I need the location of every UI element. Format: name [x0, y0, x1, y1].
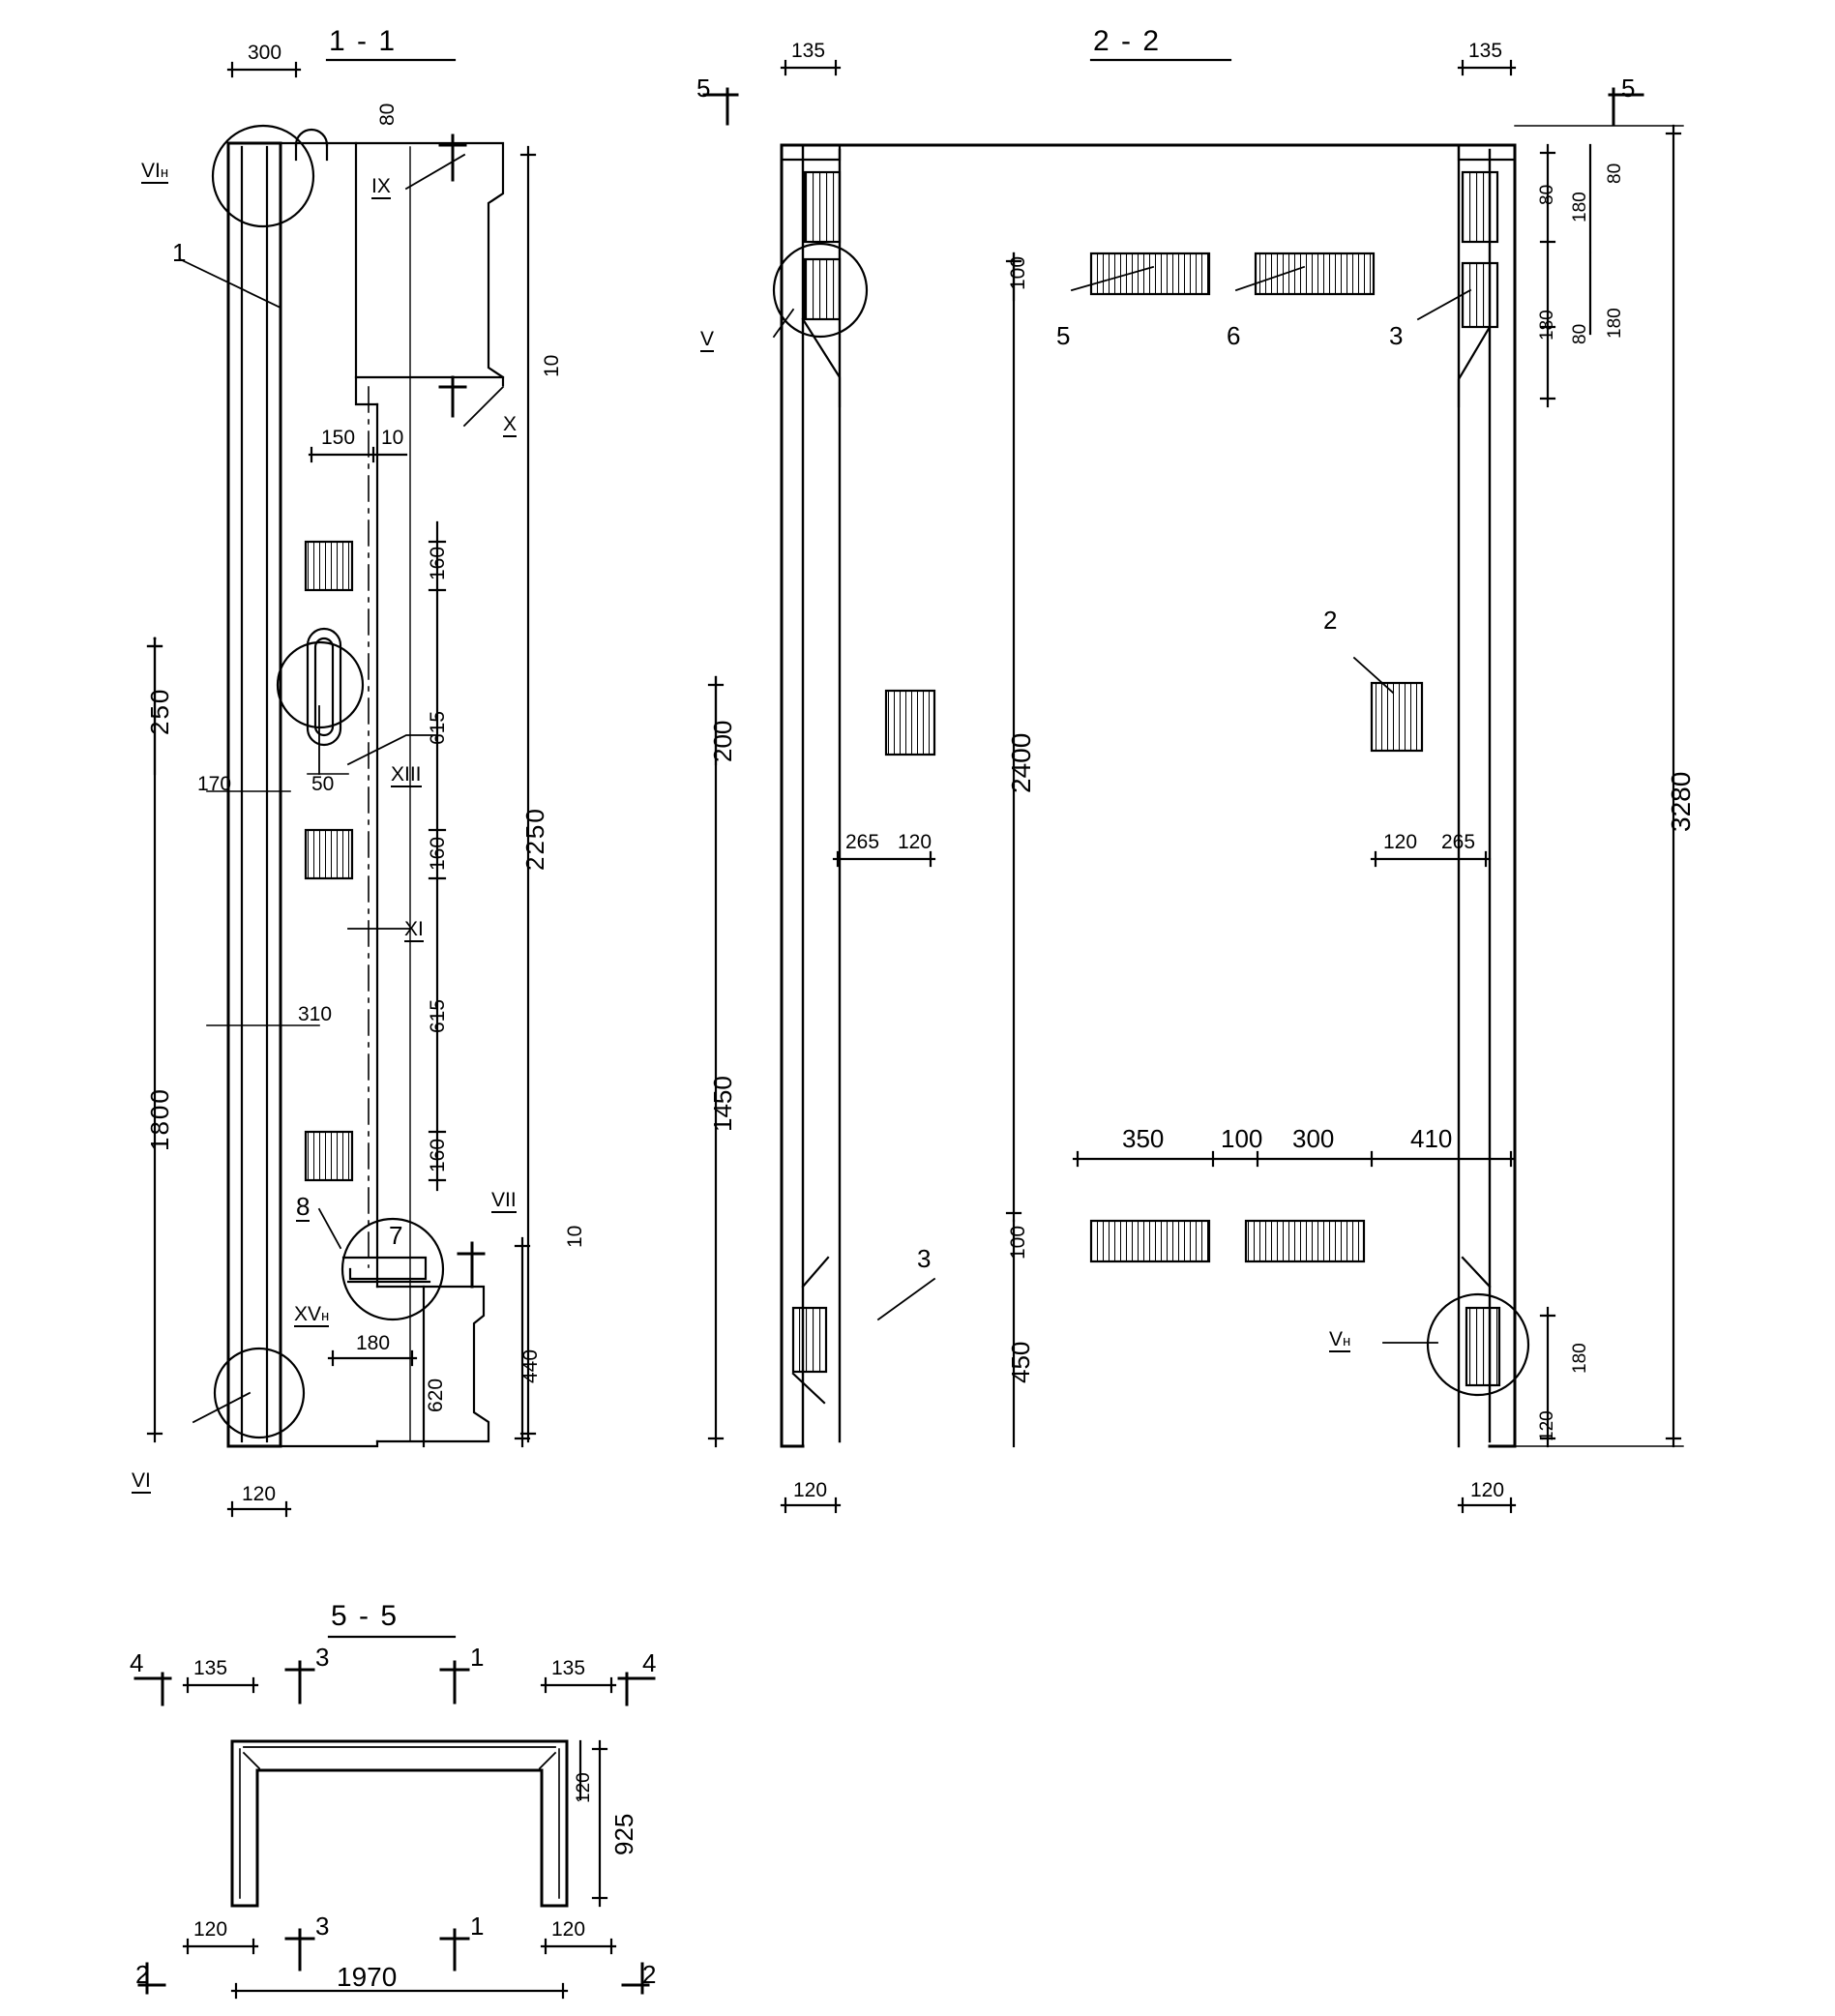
- part-number-8: 8: [296, 1192, 311, 1221]
- section-marker-2-left[interactable]: 2: [135, 1960, 150, 1989]
- callout-X[interactable]: X: [503, 413, 518, 435]
- callout-XIII[interactable]: XIII: [391, 763, 422, 786]
- dim-150: 150: [321, 427, 356, 449]
- callout-VI-bottom[interactable]: VI: [132, 1469, 151, 1492]
- dim-120-5-5-bl: 120: [193, 1918, 228, 1941]
- dim-450: 450: [1006, 1341, 1035, 1383]
- callout-V[interactable]: V: [700, 328, 715, 350]
- dim-440: 440: [519, 1349, 542, 1383]
- dim-100-h: 100: [1221, 1124, 1263, 1153]
- dim-1450: 1450: [708, 1076, 737, 1132]
- dim-180-c: 180: [1537, 310, 1557, 341]
- dim-10-h: 10: [381, 427, 404, 449]
- dim-300-h: 300: [1292, 1124, 1335, 1153]
- dim-10-low: 10: [564, 1225, 586, 1248]
- dim-135-right: 135: [1468, 40, 1503, 62]
- dim-120-left: 120: [242, 1483, 277, 1505]
- dim-80: 80: [376, 103, 399, 126]
- dim-3280: 3280: [1666, 771, 1696, 832]
- dim-100-top: 100: [1007, 255, 1029, 290]
- dim-615-b: 615: [427, 998, 449, 1033]
- section-marker-5-left[interactable]: 5: [696, 74, 711, 103]
- dim-410: 410: [1410, 1124, 1453, 1153]
- dim-120-left-2-2: 120: [898, 831, 932, 853]
- part-number-6: 6: [1227, 321, 1241, 350]
- callout-VII[interactable]: VII: [491, 1189, 517, 1211]
- dim-265-right: 265: [1441, 831, 1476, 853]
- section-marker-5-right[interactable]: 5: [1621, 74, 1636, 103]
- section-marker-3-bottom[interactable]: 3: [315, 1912, 330, 1941]
- dim-1800: 1800: [145, 1087, 174, 1151]
- dim-350: 350: [1122, 1124, 1165, 1153]
- dim-200: 200: [708, 720, 737, 762]
- dim-160-c: 160: [427, 1138, 449, 1172]
- callout-XI[interactable]: XI: [404, 918, 424, 940]
- dim-120-bottom-v: 120: [1537, 1410, 1557, 1441]
- section-marker-4-right[interactable]: 4: [642, 1648, 657, 1677]
- part-number-7: 7: [389, 1221, 403, 1250]
- dim-80-c: 80: [1537, 184, 1557, 205]
- dim-135-5-5-left: 135: [193, 1657, 228, 1679]
- dim-80-a: 80: [1605, 163, 1625, 184]
- callout-XV-n[interactable]: XVн: [294, 1303, 330, 1325]
- dim-620: 620: [425, 1378, 447, 1412]
- section-marker-4-left[interactable]: 4: [130, 1648, 144, 1677]
- dim-2400: 2400: [1006, 732, 1036, 793]
- dim-120-right-2-2: 120: [1383, 831, 1418, 853]
- section-title-2-2: 2 - 2: [1093, 25, 1162, 57]
- dim-2250: 2250: [520, 807, 549, 871]
- part-number-3-bottom: 3: [917, 1244, 932, 1273]
- section-marker-2-right[interactable]: 2: [642, 1960, 657, 1989]
- dim-120-5-5-v: 120: [574, 1772, 594, 1803]
- section-marker-1-bottom[interactable]: 1: [470, 1912, 485, 1941]
- dim-135-5-5-right: 135: [551, 1657, 586, 1679]
- part-number-2: 2: [1323, 606, 1338, 635]
- section-marker-3-top[interactable]: 3: [315, 1643, 330, 1672]
- dim-135-left: 135: [791, 40, 826, 62]
- section-title-5-5: 5 - 5: [331, 1600, 400, 1632]
- dim-120-5-5-br: 120: [551, 1918, 586, 1941]
- dim-1970: 1970: [337, 1962, 398, 1992]
- dim-265-left: 265: [845, 831, 880, 853]
- section-title-1-1: 1 - 1: [329, 25, 398, 57]
- dim-100-bottom: 100: [1007, 1225, 1029, 1260]
- dim-615-a: 615: [427, 710, 449, 745]
- dim-80-b: 80: [1570, 323, 1590, 344]
- dim-10-top: 10: [541, 354, 563, 377]
- callout-V-n[interactable]: Vн: [1329, 1328, 1351, 1350]
- dim-300: 300: [248, 42, 282, 64]
- dim-160-a: 160: [427, 546, 449, 580]
- dim-120-bottom-right: 120: [1470, 1479, 1505, 1501]
- dim-925: 925: [609, 1813, 638, 1855]
- dim-310: 310: [298, 1003, 333, 1025]
- part-number-5: 5: [1056, 321, 1071, 350]
- part-number-1: 1: [172, 238, 187, 267]
- dim-180-a: 180: [1570, 192, 1590, 222]
- dim-170: 170: [197, 773, 232, 795]
- section-marker-1-top[interactable]: 1: [470, 1643, 485, 1672]
- callout-IX[interactable]: IX: [371, 175, 391, 197]
- dim-160-b: 160: [427, 836, 449, 871]
- dim-180: 180: [356, 1332, 391, 1354]
- dim-120-bottom-left: 120: [793, 1479, 828, 1501]
- dim-180-b: 180: [1605, 308, 1625, 339]
- dim-180-bottom: 180: [1570, 1343, 1590, 1374]
- dim-50: 50: [311, 773, 335, 795]
- part-number-3-top: 3: [1389, 321, 1404, 350]
- dim-250: 250: [145, 687, 174, 735]
- callout-VI-n-top[interactable]: VIн: [141, 160, 169, 182]
